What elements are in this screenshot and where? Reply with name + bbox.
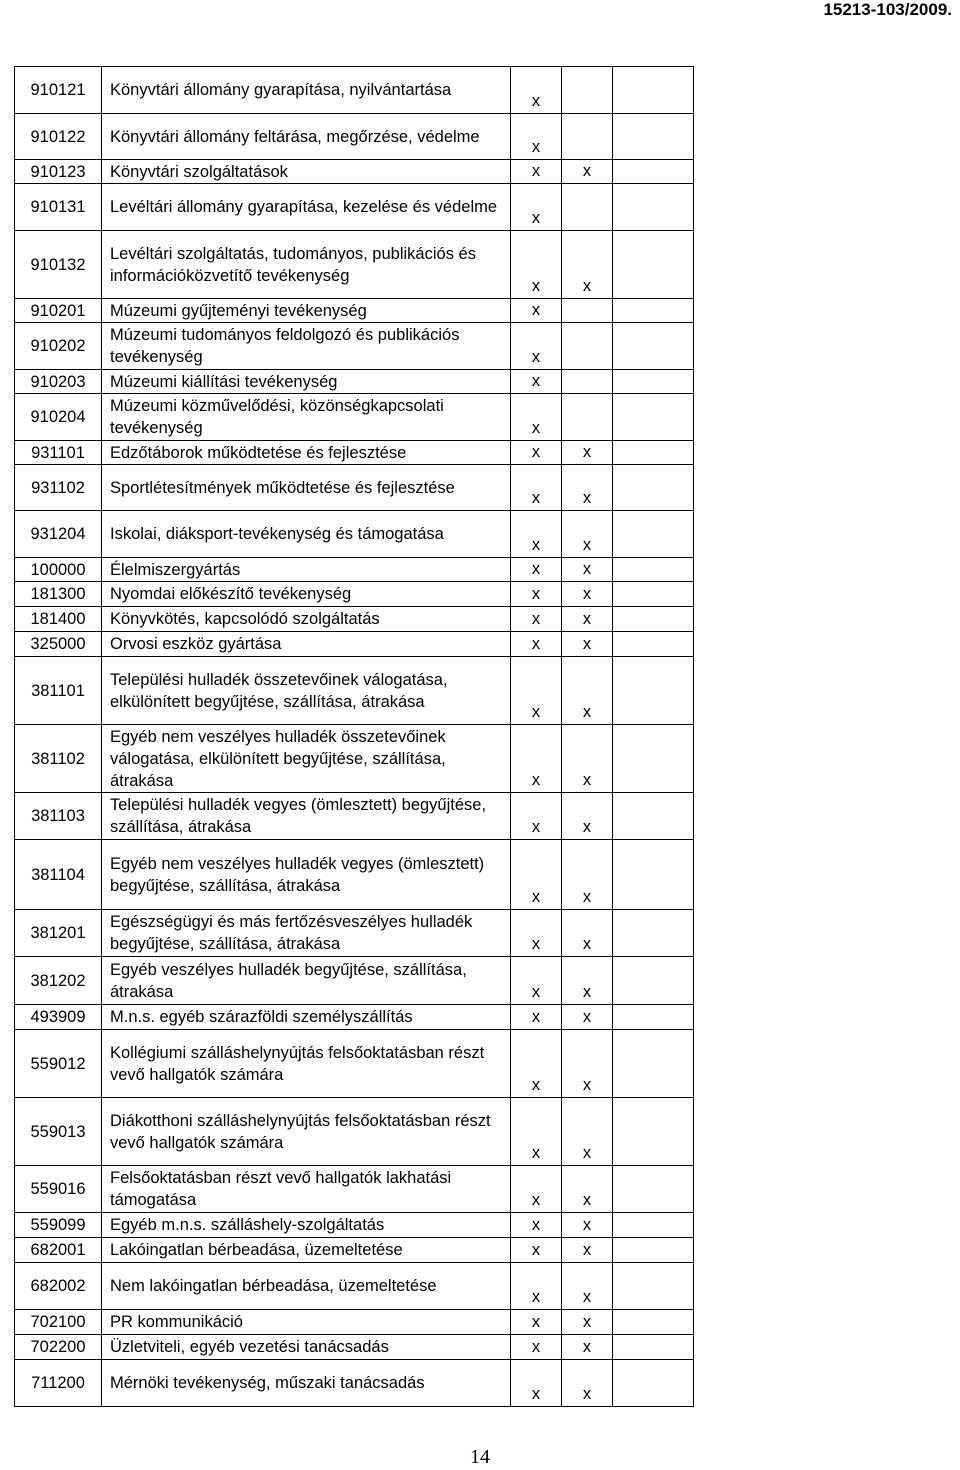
document-id: 15213-103/2009. [823,0,952,19]
activity-name-cell: Könyvtári állomány feltárása, megőrzése, védelme [102,114,511,160]
mark-cell-3 [613,840,694,910]
activity-name-cell: Sportlétesítmények működtetése és fejlesztése [102,465,511,511]
activity-table [14,66,694,1407]
activity-name-cell: Egyéb nem veszélyes hulladék összetevőinek válogatása, elkülönített begyűjtése, szállítása, átrakása [102,725,511,793]
table-row [15,725,694,793]
activity-table-body [15,67,694,1407]
mark-cell-3 [613,160,694,184]
table-row [15,1310,694,1335]
mark-cell-1: x [511,370,562,394]
mark-cell-3 [613,67,694,114]
mark-cell-3 [613,1213,694,1238]
mark-cell-2: x [562,1238,613,1263]
activity-name-cell: Egészségügyi és más fertőzésveszélyes hulladék begyűjtése, szállítása, átrakása [102,910,511,957]
activity-code-cell: 702200 [15,1335,102,1360]
mark-cell-3 [613,1263,694,1310]
table-row [15,632,694,657]
mark-cell-3 [613,910,694,957]
activity-code-cell: 910132 [15,231,102,299]
mark-cell-1: x [511,394,562,441]
activity-code-cell: 181300 [15,582,102,607]
table-row [15,370,694,394]
mark-cell-1: x [511,725,562,793]
activity-code-cell: 931101 [15,441,102,465]
table-row [15,184,694,231]
mark-cell-2: x [562,1310,613,1335]
mark-cell-2 [562,184,613,231]
activity-code-cell: 181400 [15,607,102,632]
activity-code-cell: 910203 [15,370,102,394]
activity-name-cell: Múzeumi tudományos feldolgozó és publikációs tevékenység [102,323,511,370]
mark-cell-3 [613,1166,694,1213]
mark-cell-2: x [562,1005,613,1030]
mark-cell-3 [613,1238,694,1263]
mark-cell-1: x [511,632,562,657]
mark-cell-2: x [562,160,613,184]
activity-code-cell: 910122 [15,114,102,160]
activity-code-cell: 931102 [15,465,102,511]
mark-cell-1: x [511,1310,562,1335]
mark-cell-1: x [511,1030,562,1098]
mark-cell-2: x [562,511,613,558]
activity-name-cell: Élelmiszergyártás [102,558,511,582]
activity-code-cell: 493909 [15,1005,102,1030]
activity-name-cell: M.n.s. egyéb szárazföldi személyszállítás [102,1005,511,1030]
mark-cell-3 [613,299,694,323]
mark-cell-2 [562,394,613,441]
activity-code-cell: 559099 [15,1213,102,1238]
mark-cell-3 [613,1335,694,1360]
mark-cell-3 [613,441,694,465]
table-row [15,67,694,114]
mark-cell-3 [613,957,694,1005]
table-row [15,465,694,511]
mark-cell-3 [613,582,694,607]
activity-name-cell: Nem lakóingatlan bérbeadása, üzemeltetése [102,1263,511,1310]
activity-name-cell: Könyvtári állomány gyarapítása, nyilvántartása [102,67,511,114]
mark-cell-3 [613,465,694,511]
activity-code-cell: 931204 [15,511,102,558]
table-row [15,231,694,299]
mark-cell-1: x [511,299,562,323]
table-row [15,1360,694,1407]
mark-cell-1: x [511,558,562,582]
mark-cell-1: x [511,1166,562,1213]
mark-cell-1: x [511,1335,562,1360]
mark-cell-1: x [511,1005,562,1030]
mark-cell-2 [562,323,613,370]
mark-cell-2 [562,67,613,114]
mark-cell-1: x [511,1360,562,1407]
activity-code-cell: 100000 [15,558,102,582]
table-row [15,160,694,184]
mark-cell-3 [613,231,694,299]
activity-name-cell: Könyvtári szolgáltatások [102,160,511,184]
mark-cell-1: x [511,465,562,511]
activity-name-cell: Múzeumi közművelődési, közönségkapcsolati tevékenység [102,394,511,441]
table-row [15,511,694,558]
activity-name-cell: Diákotthoni szálláshelynyújtás felsőoktatásban részt vevő hallgatók számára [102,1098,511,1166]
activity-name-cell: Mérnöki tevékenység, műszaki tanácsadás [102,1360,511,1407]
activity-code-cell: 910131 [15,184,102,231]
mark-cell-2: x [562,840,613,910]
mark-cell-3 [613,323,694,370]
activity-name-cell: Üzletviteli, egyéb vezetési tanácsadás [102,1335,511,1360]
activity-code-cell: 682002 [15,1263,102,1310]
table-row [15,299,694,323]
mark-cell-1: x [511,231,562,299]
activity-code-cell: 559012 [15,1030,102,1098]
mark-cell-2: x [562,1335,613,1360]
activity-code-cell: 910121 [15,67,102,114]
activity-name-cell: Egyéb veszélyes hulladék begyűjtése, szállítása, átrakása [102,957,511,1005]
mark-cell-2: x [562,1030,613,1098]
activity-name-cell: Múzeumi gyűjteményi tevékenység [102,299,511,323]
mark-cell-3 [613,511,694,558]
activity-name-cell: Edzőtáborok működtetése és fejlesztése [102,441,511,465]
mark-cell-2: x [562,657,613,725]
table-row [15,1213,694,1238]
activity-name-cell: Iskolai, diáksport-tevékenység és támogatása [102,511,511,558]
activity-code-cell: 559013 [15,1098,102,1166]
table-row [15,657,694,725]
mark-cell-2: x [562,1098,613,1166]
table-row [15,793,694,840]
activity-code-cell: 381104 [15,840,102,910]
activity-code-cell: 702100 [15,1310,102,1335]
mark-cell-1: x [511,582,562,607]
activity-code-cell: 910202 [15,323,102,370]
activity-name-cell: Levéltári állomány gyarapítása, kezelése és védelme [102,184,511,231]
mark-cell-2: x [562,582,613,607]
table-row [15,441,694,465]
mark-cell-1: x [511,1238,562,1263]
table-row [15,582,694,607]
mark-cell-2: x [562,465,613,511]
mark-cell-1: x [511,114,562,160]
mark-cell-3 [613,1098,694,1166]
table-row [15,558,694,582]
mark-cell-2: x [562,793,613,840]
mark-cell-3 [613,394,694,441]
activity-code-cell: 381103 [15,793,102,840]
mark-cell-3 [613,1310,694,1335]
mark-cell-2: x [562,1166,613,1213]
activity-code-cell: 381101 [15,657,102,725]
mark-cell-2: x [562,1213,613,1238]
mark-cell-1: x [511,1263,562,1310]
mark-cell-3 [613,114,694,160]
activity-name-cell: Nyomdai előkészítő tevékenység [102,582,511,607]
activity-code-cell: 910201 [15,299,102,323]
activity-name-cell: Települési hulladék összetevőinek válogatása, elkülönített begyűjtése, szállítása, átrakása [102,657,511,725]
activity-code-cell: 381201 [15,910,102,957]
mark-cell-1: x [511,1213,562,1238]
mark-cell-1: x [511,657,562,725]
mark-cell-2: x [562,910,613,957]
activity-name-cell: Múzeumi kiállítási tevékenység [102,370,511,394]
activity-name-cell: Települési hulladék vegyes (ömlesztett) begyűjtése, szállítása, átrakása [102,793,511,840]
mark-cell-3 [613,1360,694,1407]
mark-cell-3 [613,607,694,632]
activity-code-cell: 325000 [15,632,102,657]
mark-cell-3 [613,657,694,725]
table-row [15,323,694,370]
mark-cell-2: x [562,1360,613,1407]
mark-cell-1: x [511,910,562,957]
table-row [15,607,694,632]
page-number: 14 [470,1446,490,1468]
mark-cell-3 [613,632,694,657]
mark-cell-2: x [562,957,613,1005]
table-row [15,1238,694,1263]
table-row [15,394,694,441]
mark-cell-2: x [562,607,613,632]
activity-code-cell: 711200 [15,1360,102,1407]
table-row [15,1263,694,1310]
table-row [15,1335,694,1360]
mark-cell-3 [613,1005,694,1030]
mark-cell-2: x [562,441,613,465]
mark-cell-3 [613,184,694,231]
mark-cell-3 [613,725,694,793]
mark-cell-1: x [511,1098,562,1166]
activity-code-cell: 381102 [15,725,102,793]
activity-name-cell: PR kommunikáció [102,1310,511,1335]
mark-cell-1: x [511,957,562,1005]
mark-cell-2 [562,370,613,394]
mark-cell-1: x [511,793,562,840]
mark-cell-2: x [562,558,613,582]
mark-cell-1: x [511,160,562,184]
table-row [15,1098,694,1166]
mark-cell-2: x [562,725,613,793]
activity-name-cell: Lakóingatlan bérbeadása, üzemeltetése [102,1238,511,1263]
table-row [15,957,694,1005]
mark-cell-2 [562,114,613,160]
mark-cell-3 [613,558,694,582]
table-row [15,1030,694,1098]
mark-cell-3 [613,1030,694,1098]
mark-cell-3 [613,370,694,394]
mark-cell-2: x [562,632,613,657]
table-row [15,1166,694,1213]
mark-cell-1: x [511,840,562,910]
activity-name-cell: Egyéb m.n.s. szálláshely-szolgáltatás [102,1213,511,1238]
mark-cell-1: x [511,184,562,231]
activity-name-cell: Levéltári szolgáltatás, tudományos, publikációs és információközvetítő tevékenység [102,231,511,299]
activity-name-cell: Könyvkötés, kapcsolódó szolgáltatás [102,607,511,632]
table-row [15,910,694,957]
activity-code-cell: 381202 [15,957,102,1005]
mark-cell-1: x [511,607,562,632]
activity-name-cell: Felsőoktatásban részt vevő hallgatók lakhatási támogatása [102,1166,511,1213]
mark-cell-1: x [511,441,562,465]
mark-cell-2 [562,299,613,323]
table-row [15,114,694,160]
activity-code-cell: 910123 [15,160,102,184]
activity-name-cell: Orvosi eszköz gyártása [102,632,511,657]
table-row [15,840,694,910]
table-row [15,1005,694,1030]
activity-name-cell: Egyéb nem veszélyes hulladék vegyes (ömlesztett) begyűjtése, szállítása, átrakása [102,840,511,910]
mark-cell-3 [613,793,694,840]
activity-code-cell: 559016 [15,1166,102,1213]
activity-code-cell: 682001 [15,1238,102,1263]
mark-cell-1: x [511,511,562,558]
mark-cell-2: x [562,231,613,299]
mark-cell-1: x [511,67,562,114]
activity-name-cell: Kollégiumi szálláshelynyújtás felsőoktatásban részt vevő hallgatók számára [102,1030,511,1098]
activity-code-cell: 910204 [15,394,102,441]
mark-cell-1: x [511,323,562,370]
mark-cell-2: x [562,1263,613,1310]
